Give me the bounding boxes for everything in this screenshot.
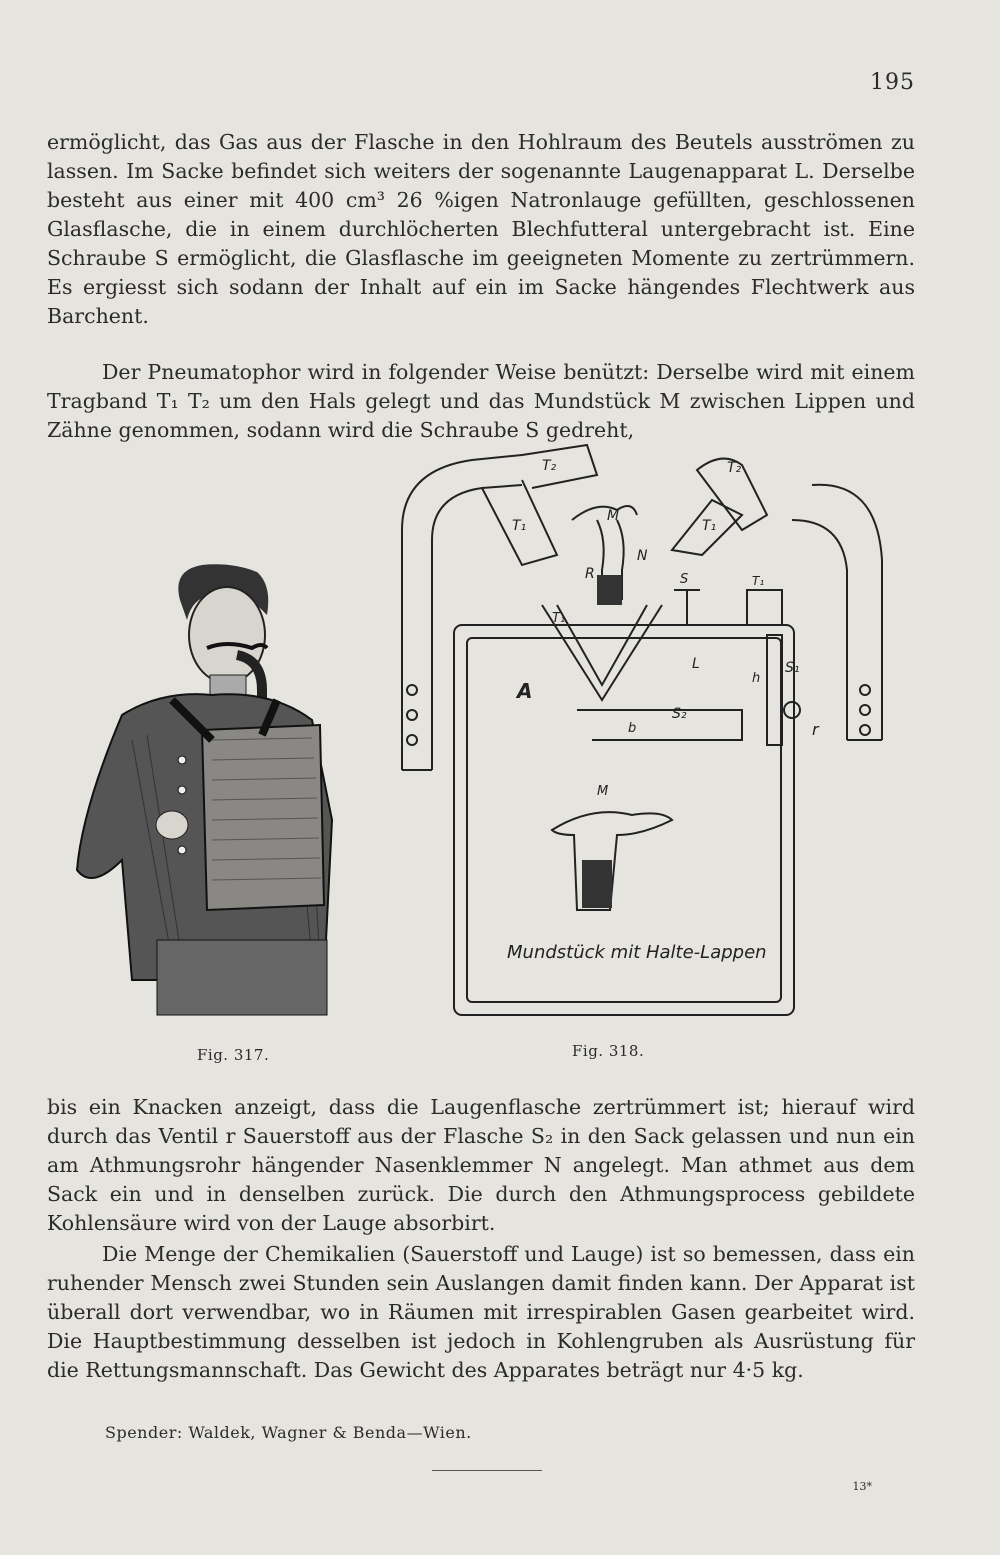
label-h: h: [752, 671, 761, 686]
figure-317-illustration: [62, 560, 360, 1020]
figure-317-caption: Fig. 317.: [197, 1046, 270, 1064]
paragraph-3: bis ein Knacken anzeigt, dass die Laugenflasche zertrümmert ist; hierauf wird durch das Ventil r Sauerstoff aus der Flasche S₂ in den Sack gelassen und nun ein am Athmungsrohr hängender Nasenklemmer N angelegt. Man athmet aus dem Sack ein und in denselben zurück. Die durch den Athmungsprocess gebildete Kohlensäure wird von der Lauge absorbirt.: [47, 1095, 915, 1235]
label-t2-right: T₂: [727, 460, 742, 476]
label-t1-right: T₁: [702, 518, 717, 534]
label-m-detail: M: [597, 784, 609, 799]
label-a: A: [517, 679, 533, 703]
sheet-mark: 13*: [852, 1480, 872, 1493]
label-t1-left: T₁: [512, 518, 527, 534]
paragraph-2: Der Pneumatophor wird in folgender Weise benützt: Derselbe wird mit einem Tragband T₁ T₂ um den Hals gelegt und das Mundstück M zwischen Lippen und Zähne genommen, sodann wird die Schraube S gedreht,: [47, 360, 915, 442]
page-number: 195: [870, 70, 915, 95]
paragraph-1: ermöglicht, das Gas aus der Flasche in den Hohlraum des Beutels ausströmen zu lassen. Im Sacke befindet sich weiters der sogenannte Laugenapparat L. Derselbe besteht aus einer mit 400 cm³ 26 %igen Natronlauge gefüllten, geschlossenen Glasflasche, die in einem durchlöcherten Blechfutteral untergebracht ist. Eine Schraube S ermöglicht, die Glasflasche im geeigneten Momente zu zertrümmern. Es ergiesst sich sodann der Inhalt auf ein im Sacke hängendes Flechtwerk aus Barchent.: [47, 130, 915, 328]
paragraph-4: Die Menge der Chemikalien (Sauerstoff und Lauge) ist so bemessen, dass ein ruhender Mensch zwei Stunden sein Auslangen damit finden kann. Der Apparat ist überall dort verwendbar, wo in Räumen mit irrespirablen Gasen gearbeitet wird. Die Hauptbestimmung desselben ist jedoch in Kohlengruben als Ausrüstung für die Rettungsmannschaft. Das Gewicht des Apparates beträgt nur 4·5 kg.: [47, 1242, 915, 1382]
label-r-tube: R: [585, 566, 595, 582]
divider-rule: [432, 1470, 542, 1471]
label-s1: S₁: [785, 660, 800, 676]
figure-318-caption: Fig. 318.: [572, 1042, 645, 1060]
label-t1-mid: T₁: [552, 611, 566, 626]
mouthpiece-caption: Mundstück mit Halte-Lappen: [507, 942, 767, 963]
label-n: N: [637, 548, 648, 564]
label-s: S: [680, 572, 689, 587]
label-t2-left: T₂: [542, 458, 557, 474]
label-s2: S₂: [672, 706, 687, 722]
label-l: L: [692, 656, 700, 672]
label-b: b: [628, 721, 637, 736]
label-m: M: [607, 508, 620, 524]
figure-318-diagram: [392, 440, 892, 1020]
label-r-valve: r: [812, 720, 819, 739]
donor-credit: Spender: Waldek, Wagner & Benda—Wien.: [105, 1423, 472, 1442]
label-t1-top: T₁: [752, 574, 765, 588]
